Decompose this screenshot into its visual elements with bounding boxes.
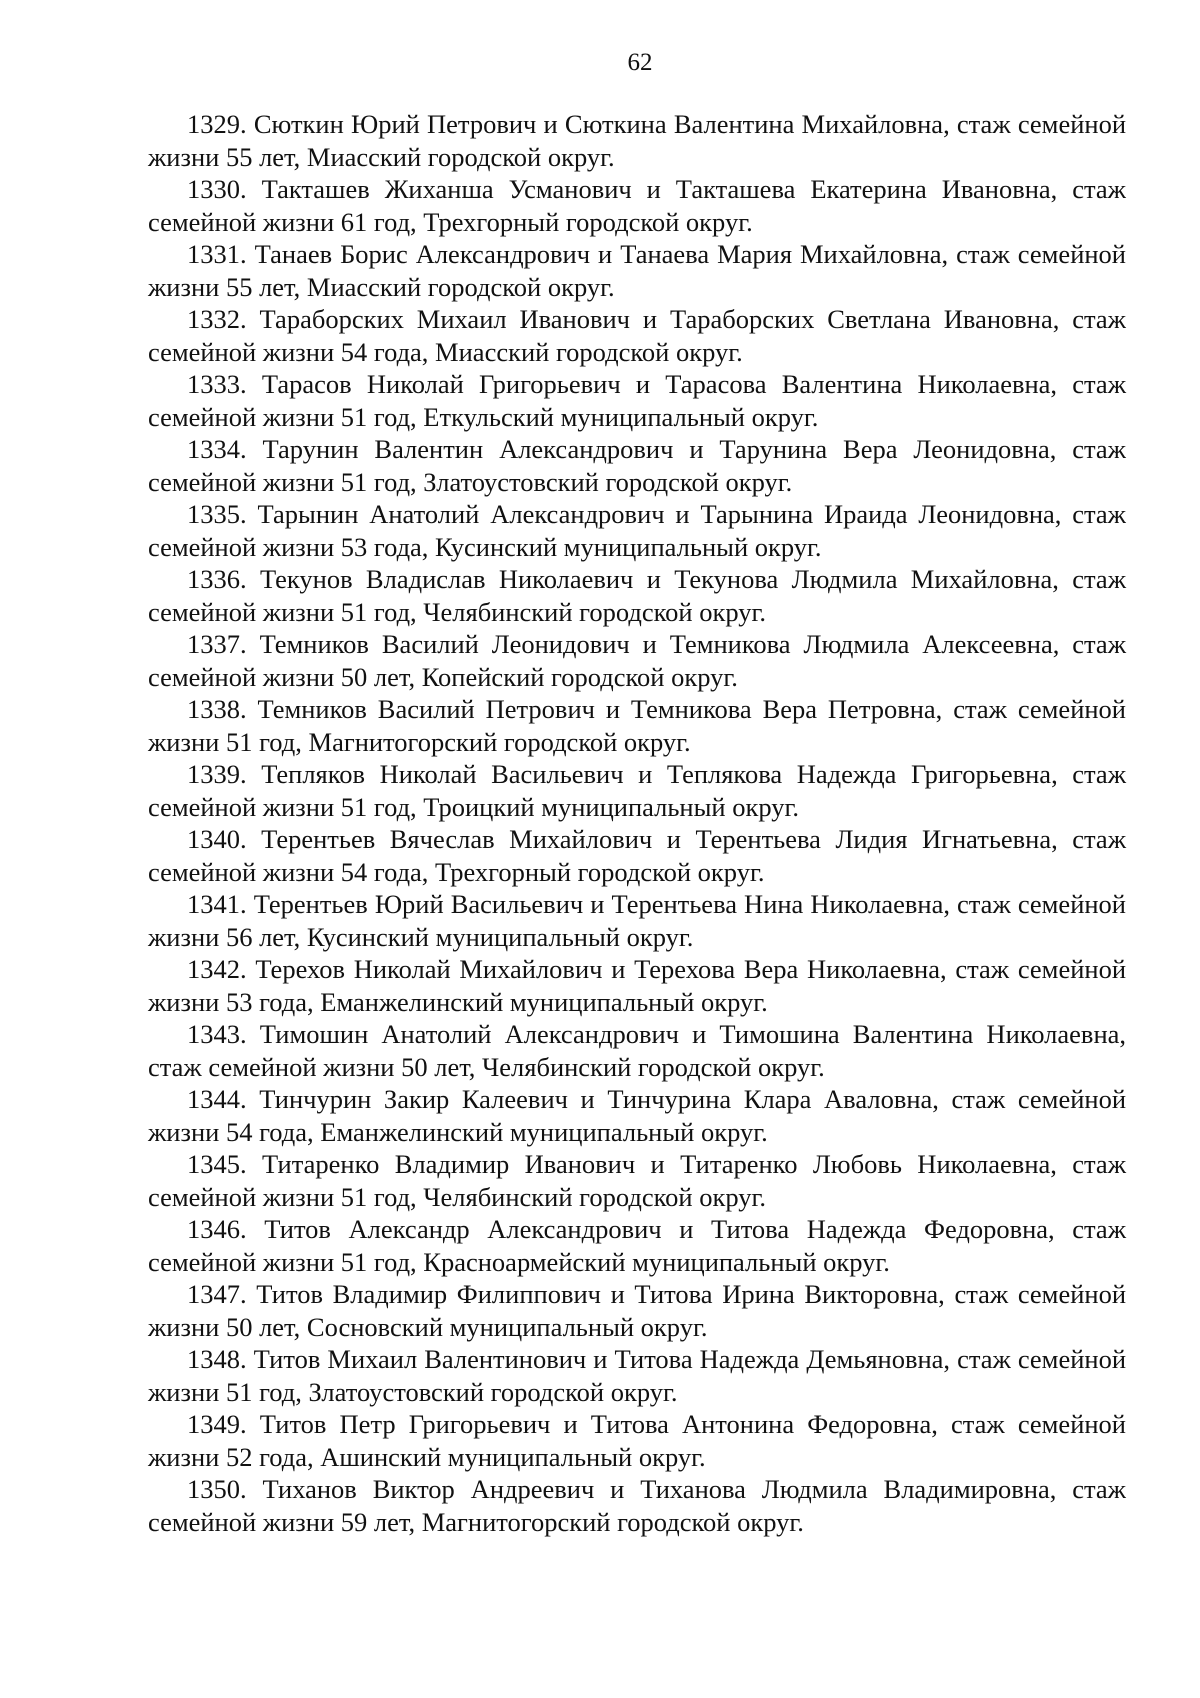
entry-text: Тарунин Валентин Александрович и Тарунина Вера Леонидовна, стаж семейной жизни 51 год, Златоустовский городской округ.	[148, 434, 1126, 497]
entry-number: 1341.	[187, 889, 247, 919]
list-item	[148, 1408, 1126, 1473]
list-item	[148, 1018, 1126, 1083]
entry-number: 1329.	[187, 109, 247, 139]
list-item	[148, 1213, 1126, 1278]
entry-text: Титов Александр Александрович и Титова Надежда Федоровна, стаж семейной жизни 51 год, Красноармейский муниципальный округ.	[148, 1214, 1127, 1277]
entry-number: 1350.	[187, 1474, 247, 1504]
entry-number: 1339.	[187, 759, 247, 789]
entry-number: 1345.	[187, 1149, 247, 1179]
entry-text: Тиханов Виктор Андреевич и Тиханова Людмила Владимировна, стаж семейной жизни 59 лет, Магнитогорский городской округ.	[148, 1474, 1126, 1537]
list-item	[148, 173, 1126, 238]
entry-number: 1331.	[187, 239, 247, 269]
entry-text: Текунов Владислав Николаевич и Текунова Людмила Михайловна, стаж семейной жизни 51 год, Челябинский городской округ.	[148, 564, 1126, 627]
entry-text: Тимошин Анатолий Александрович и Тимошина Валентина Николаевна, стаж семейной жизни 50 лет, Челябинский городской округ.	[148, 1019, 1127, 1082]
entry-number: 1330.	[187, 174, 247, 204]
list-item	[148, 1148, 1126, 1213]
entry-text: Тепляков Николай Васильевич и Теплякова Надежда Григорьевна, стаж семейной жизни 51 год, Троицкий муниципальный округ.	[148, 759, 1127, 822]
entry-number: 1346.	[187, 1214, 247, 1244]
entry-number: 1342.	[187, 954, 247, 984]
entry-number: 1344.	[187, 1084, 247, 1114]
list-item	[148, 953, 1126, 1018]
entry-number: 1348.	[187, 1344, 247, 1374]
entry-number: 1343.	[187, 1019, 247, 1049]
entry-number: 1340.	[187, 824, 247, 854]
entry-number: 1334.	[187, 434, 247, 464]
list-item	[148, 108, 1126, 173]
list-item	[148, 888, 1126, 953]
entry-number: 1349.	[187, 1409, 247, 1439]
entry-text: Титов Петр Григорьевич и Титова Антонина Федоровна, стаж семейной жизни 52 года, Ашинский муниципальный округ.	[148, 1409, 1126, 1472]
entry-text: Танаев Борис Александрович и Танаева Мария Михайловна, стаж семейной жизни 55 лет, Миасский городской округ.	[148, 239, 1126, 302]
entry-text: Темников Василий Леонидович и Темникова Людмила Алексеевна, стаж семейной жизни 50 лет, Копейский городской округ.	[148, 629, 1127, 692]
entry-number: 1337.	[187, 629, 247, 659]
entry-text: Тараборских Михаил Иванович и Тараборских Светлана Ивановна, стаж семейной жизни 54 года, Миасский городской округ.	[148, 304, 1126, 367]
list-item	[148, 368, 1126, 433]
list-item	[148, 628, 1126, 693]
entry-text: Терентьев Вячеслав Михайлович и Терентьева Лидия Игнатьевна, стаж семейной жизни 54 года, Трехгорный городской округ.	[148, 824, 1126, 887]
entry-number: 1332.	[187, 304, 247, 334]
list-item	[148, 238, 1126, 303]
list-item	[148, 1473, 1126, 1538]
entry-number: 1333.	[187, 369, 247, 399]
entry-text: Тарасов Николай Григорьевич и Тарасова Валентина Николаевна, стаж семейной жизни 51 год, Еткульский муниципальный округ.	[148, 369, 1127, 432]
entry-text: Сюткин Юрий Петрович и Сюткина Валентина Михайловна, стаж семейной жизни 55 лет, Миасский городской округ.	[148, 109, 1127, 172]
entry-text: Тинчурин Закир Калеевич и Тинчурина Клара Аваловна, стаж семейной жизни 54 года, Еманжелинский муниципальный округ.	[148, 1084, 1127, 1147]
list-item	[148, 823, 1126, 888]
list-item	[148, 1083, 1126, 1148]
list-item	[148, 563, 1126, 628]
list-item	[148, 303, 1126, 368]
list-item	[148, 693, 1126, 758]
list-item	[148, 433, 1126, 498]
list-item	[148, 758, 1126, 823]
entry-number: 1347.	[187, 1279, 247, 1309]
entry-text: Терехов Николай Михайлович и Терехова Вера Николаевна, стаж семейной жизни 53 года, Еманжелинский муниципальный округ.	[148, 954, 1127, 1017]
list-item	[148, 1343, 1126, 1408]
entry-text: Такташев Жиханша Усманович и Такташева Екатерина Ивановна, стаж семейной жизни 61 год, Трехгорный городской округ.	[148, 174, 1126, 237]
list-item	[148, 1278, 1126, 1343]
entry-text: Терентьев Юрий Васильевич и Терентьева Нина Николаевна, стаж семейной жизни 56 лет, Кусинский муниципальный округ.	[148, 889, 1126, 952]
list-item	[148, 498, 1126, 563]
entry-number: 1338.	[187, 694, 247, 724]
entry-text: Титов Владимир Филиппович и Титова Ирина Викторовна, стаж семейной жизни 50 лет, Сосновский муниципальный округ.	[148, 1279, 1127, 1342]
entry-list	[148, 108, 1126, 1538]
page-number: 62	[627, 49, 653, 76]
entry-text: Титаренко Владимир Иванович и Титаренко Любовь Николаевна, стаж семейной жизни 51 год, Челябинский городской округ.	[148, 1149, 1127, 1212]
entry-text: Тарынин Анатолий Александрович и Тарынина Ираида Леонидовна, стаж семейной жизни 53 года, Кусинский муниципальный округ.	[148, 499, 1126, 562]
entry-text: Темников Василий Петрович и Темникова Вера Петровна, стаж семейной жизни 51 год, Магнитогорский городской округ.	[148, 694, 1126, 757]
entry-text: Титов Михаил Валентинович и Титова Надежда Демьяновна, стаж семейной жизни 51 год, Златоустовский городской округ.	[148, 1344, 1127, 1407]
entry-number: 1336.	[187, 564, 247, 594]
entry-number: 1335.	[187, 499, 247, 529]
